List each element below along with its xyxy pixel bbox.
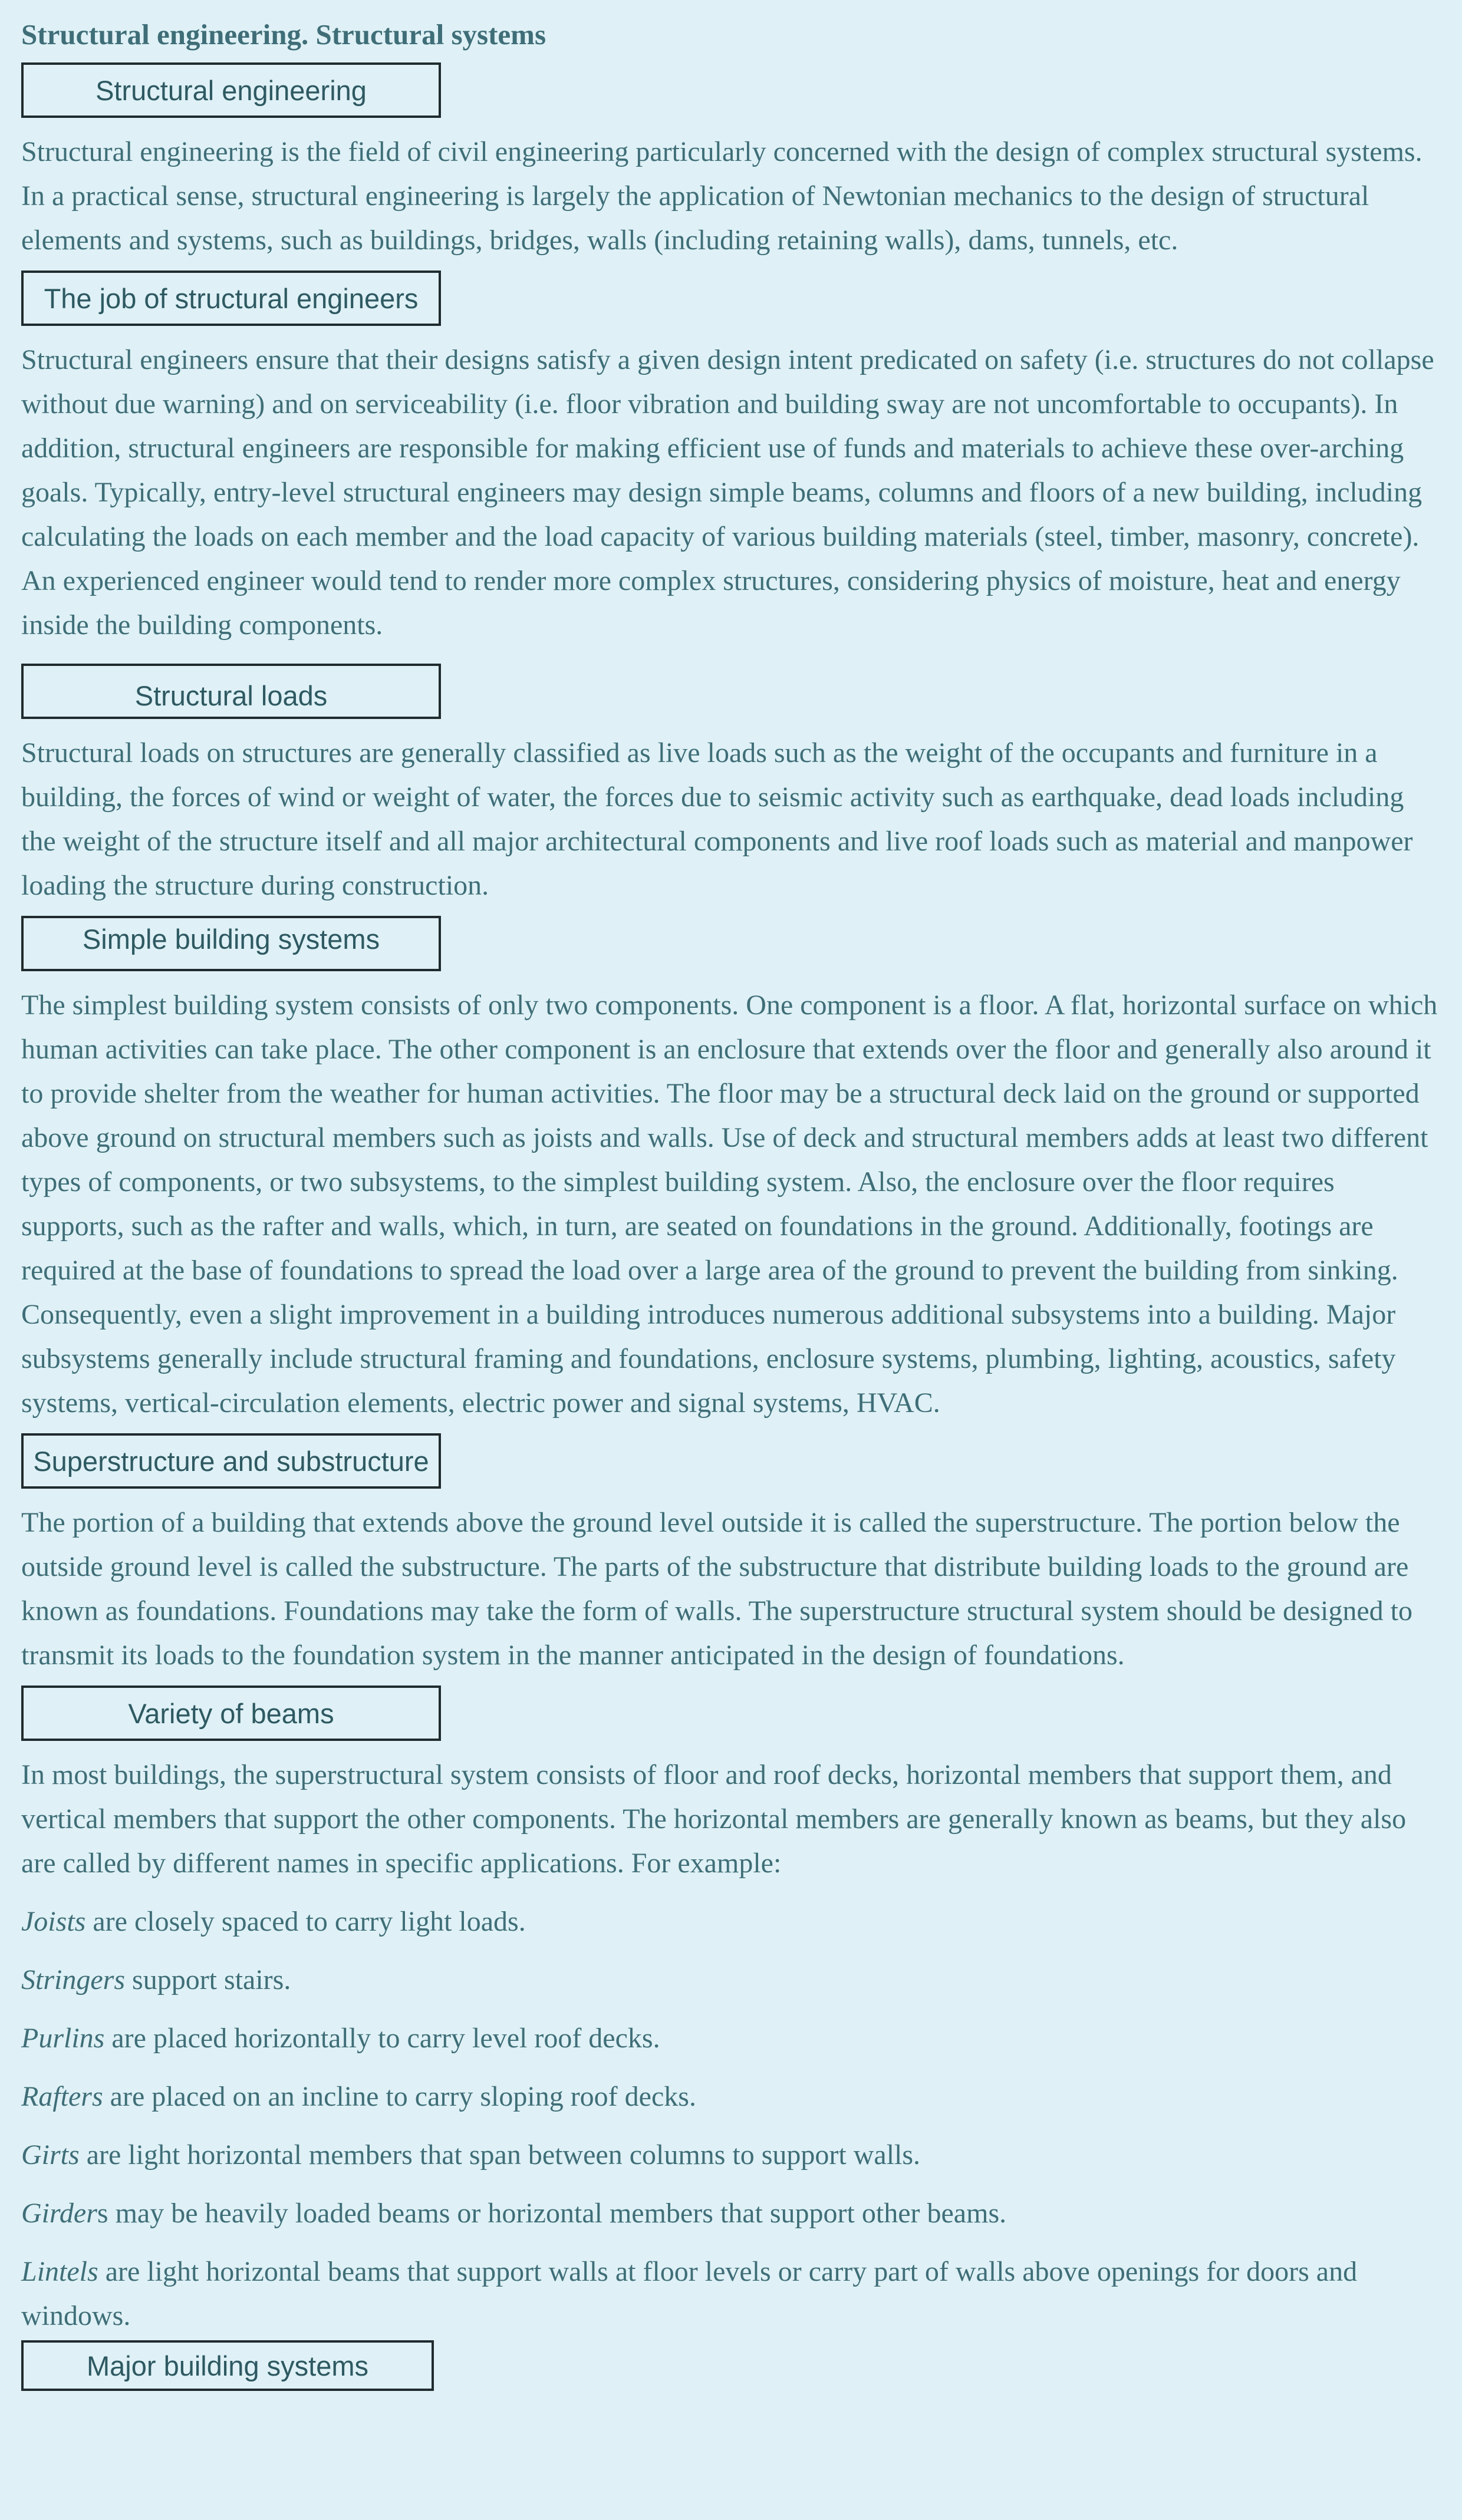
- document-page: [21, 15, 1443, 2391]
- page-title: Structural engineering. Structural systems: [21, 18, 546, 51]
- beam-description: are closely spaced to carry light loads.: [85, 1906, 526, 1937]
- section-text-structural-engineering: Structural engineering is the field of civil engineering particularly concerned with the design of complex structural systems. In a practical sense, structural engineering is largely the application of Newtonian mechanics to the design of structural elements and systems, such as buildings, bridges, walls (including retaining walls), dams, tunnels, etc.: [21, 136, 1423, 256]
- section-heading-job-of-engineers: The job of structural engineers: [21, 271, 441, 326]
- beam-term: Joists: [21, 1906, 86, 1937]
- beam-item-stringers: [21, 1958, 1443, 2002]
- section-heading-structural-engineering: Structural engineering: [21, 62, 441, 118]
- section-text-superstructure: The portion of a building that extends above the ground level outside it is called the superstructure. The portion below the outside ground level is called the substructure. The parts of the substructure that distribute building loads to the ground are known as foundations. Foundations may take the form of walls. The superstructure structural system should be designed to transmit its loads to the foundation system in the manner anticipated in the design of foundations.: [21, 1507, 1413, 1671]
- beam-item-girders: [21, 2191, 1443, 2235]
- beam-item-rafters: [21, 2074, 1443, 2119]
- beam-description: are light horizontal members that span between columns to support walls.: [79, 2139, 921, 2171]
- beam-description: support stairs.: [125, 1964, 291, 1995]
- beam-item-joists: [21, 1899, 1443, 1944]
- beam-term: Girder: [21, 2198, 97, 2229]
- section-heading-variety-of-beams: Variety of beams: [21, 1686, 441, 1741]
- section-heading-simple-building-systems: Simple building systems: [21, 916, 441, 971]
- beam-term: Girts: [21, 2139, 80, 2171]
- beam-term: Stringers: [21, 1964, 126, 1995]
- section-text-structural-loads: Structural loads on structures are generally classified as live loads such as the weight of the occupants and furniture in a building, the forces of wind or weight of water, the forces due to seismic activity such as earthquake, dead loads including the weight of the structure itself and all major architectural components and live roof loads such as material and manpower loading the structure during construction.: [21, 737, 1413, 901]
- beam-item-girts: [21, 2133, 1443, 2177]
- section-heading-superstructure: Superstructure and substructure: [21, 1433, 441, 1489]
- beam-description: are placed horizontally to carry level roof decks.: [104, 2023, 660, 2054]
- section-text-variety-of-beams: In most buildings, the superstructural system consists of floor and roof decks, horizontal members that support them, and vertical members that support the other components. The horizontal members are generally known as beams, but they also are called by different names in specific applications. For example:: [21, 1759, 1407, 1879]
- beam-term: Purlins: [21, 2023, 105, 2054]
- section-heading-major-building-systems: Major building systems: [21, 2340, 434, 2391]
- beam-term: Rafters: [21, 2081, 103, 2112]
- section-text-job-of-engineers: Structural engineers ensure that their designs satisfy a given design intent predicated on safety (i.e. structures do not collapse without due warning) and on serviceability (i.e. floor vibration and building sway are not uncomfortable to occupants). In addition, structural engineers are responsible for making efficient use of funds and materials to achieve these over-arching goals. Typically, entry-level structural engineers may design simple beams, columns and floors of a new building, including calculating the loads on each member and the load capacity of various building materials (steel, timber, masonry, concrete). An experienced engineer would tend to render more complex structures, considering physics of moisture, heat and energy inside the building components.: [21, 344, 1434, 641]
- beam-item-lintels: [21, 2249, 1443, 2338]
- beam-term: Lintels: [21, 2256, 98, 2287]
- section-text-simple-building-systems: The simplest building system consists of only two components. One component is a floor. A flat, horizontal surface on which human activities can take place. The other component is an enclosure that extends over the floor and generally also around it to provide shelter from the weather for human activities. The floor may be a structural deck laid on the ground or supported above ground on structural members such as joists and walls. Use of deck and structural members adds at least two different types of components, or two subsystems, to the simplest building system. Also, the enclosure over the floor requires supports, such as the rafter and walls, which, in turn, are seated on foundations in the ground. Additionally, footings are required at the base of foundations to spread the load over a large area of the ground to prevent the building from sinking. Consequently, even a slight improvement in a building introduces numerous additional subsystems into a building. Major subsystems generally include structural framing and foundations, enclosure systems, plumbing, lighting, acoustics, safety systems, vertical-circulation elements, electric power and signal systems, HVAC.: [21, 989, 1438, 1419]
- beam-description: are placed on an incline to carry sloping roof decks.: [103, 2081, 696, 2112]
- section-heading-structural-loads: Structural loads: [21, 664, 441, 719]
- beam-description: s may be heavily loaded beams or horizontal members that support other beams.: [97, 2198, 1007, 2229]
- beam-description: are light horizontal beams that support walls at floor levels or carry part of walls above openings for doors and windows.: [21, 2256, 1358, 2331]
- beam-item-purlins: [21, 2016, 1443, 2060]
